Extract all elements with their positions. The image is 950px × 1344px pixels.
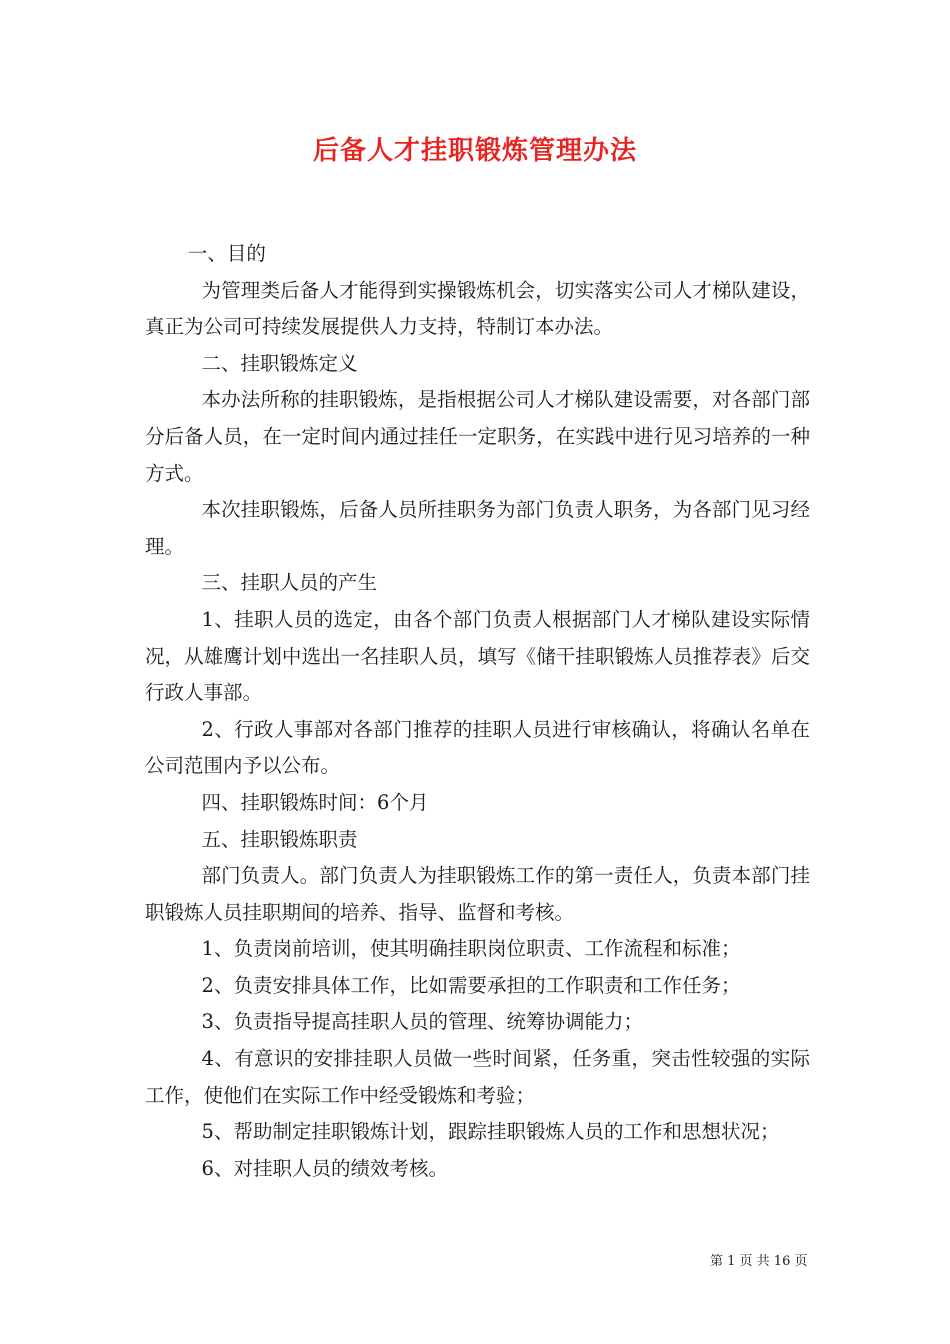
- section-heading-purpose: 一、目的: [187, 242, 266, 265]
- list-item: 1、挂职人员的选定，由各个部门负责人根据部门人才梯队建设实际情况，从雄鹰计划中选出一名挂职人员，填写《储干挂职锻炼人员推荐表》后交行政人事部。: [145, 607, 810, 705]
- section-heading-selection: 三、挂职人员的产生: [201, 571, 378, 595]
- document-body: [145, 236, 810, 1187]
- list-item: 2、负责安排具体工作，比如需要承担的工作职责和工作任务；: [201, 973, 741, 997]
- list-item: 4、有意识的安排挂职人员做一些时间紧，任务重，突击性较强的实际工作，使他们在实际工作中经受锻炼和考验；: [145, 1047, 810, 1107]
- section-heading-definition: 二、挂职锻炼定义: [201, 351, 358, 375]
- list-item: 6、对挂职人员的绩效考核。: [201, 1156, 448, 1180]
- paragraph: 本次挂职锻炼，后备人员所挂职务为部门负责人职务，为各部门见习经理。: [145, 498, 810, 558]
- section-heading-duties: 五、挂职锻炼职责: [201, 827, 358, 851]
- paragraph: 本办法所称的挂职锻炼，是指根据公司人才梯队建设需要，对各部门部分后备人员，在一定时间内通过挂任一定职务，在实践中进行见习培养的一种方式。: [145, 388, 810, 485]
- list-item: 3、负责指导提高挂职人员的管理、统筹协调能力；: [201, 1010, 643, 1034]
- paragraph: 部门负责人。部门负责人为挂职锻炼工作的第一责任人，负责本部门挂职锻炼人员挂职期间的培养、指导、监督和考核。: [145, 864, 810, 924]
- document-title: 后备人才挂职锻炼管理办法: [312, 136, 637, 166]
- section-heading-duration: 四、挂职锻炼时间：6个月: [201, 790, 429, 814]
- list-item: 5、帮助制定挂职锻炼计划，跟踪挂职锻炼人员的工作和思想状况；: [201, 1120, 780, 1144]
- page-number: 第 1 页 共 16 页: [710, 1254, 808, 1269]
- list-item: 2、行政人事部对各部门推荐的挂职人员进行审核确认，将确认名单在公司范围内予以公布。: [145, 717, 810, 778]
- paragraph: 为管理类后备人才能得到实操锻炼机会，切实落实公司人才梯队建设，真正为公司可持续发展提供人力支持，特制订本办法。: [145, 278, 810, 339]
- list-item: 1、负责岗前培训，使其明确挂职岗位职责、工作流程和标准；: [201, 937, 741, 961]
